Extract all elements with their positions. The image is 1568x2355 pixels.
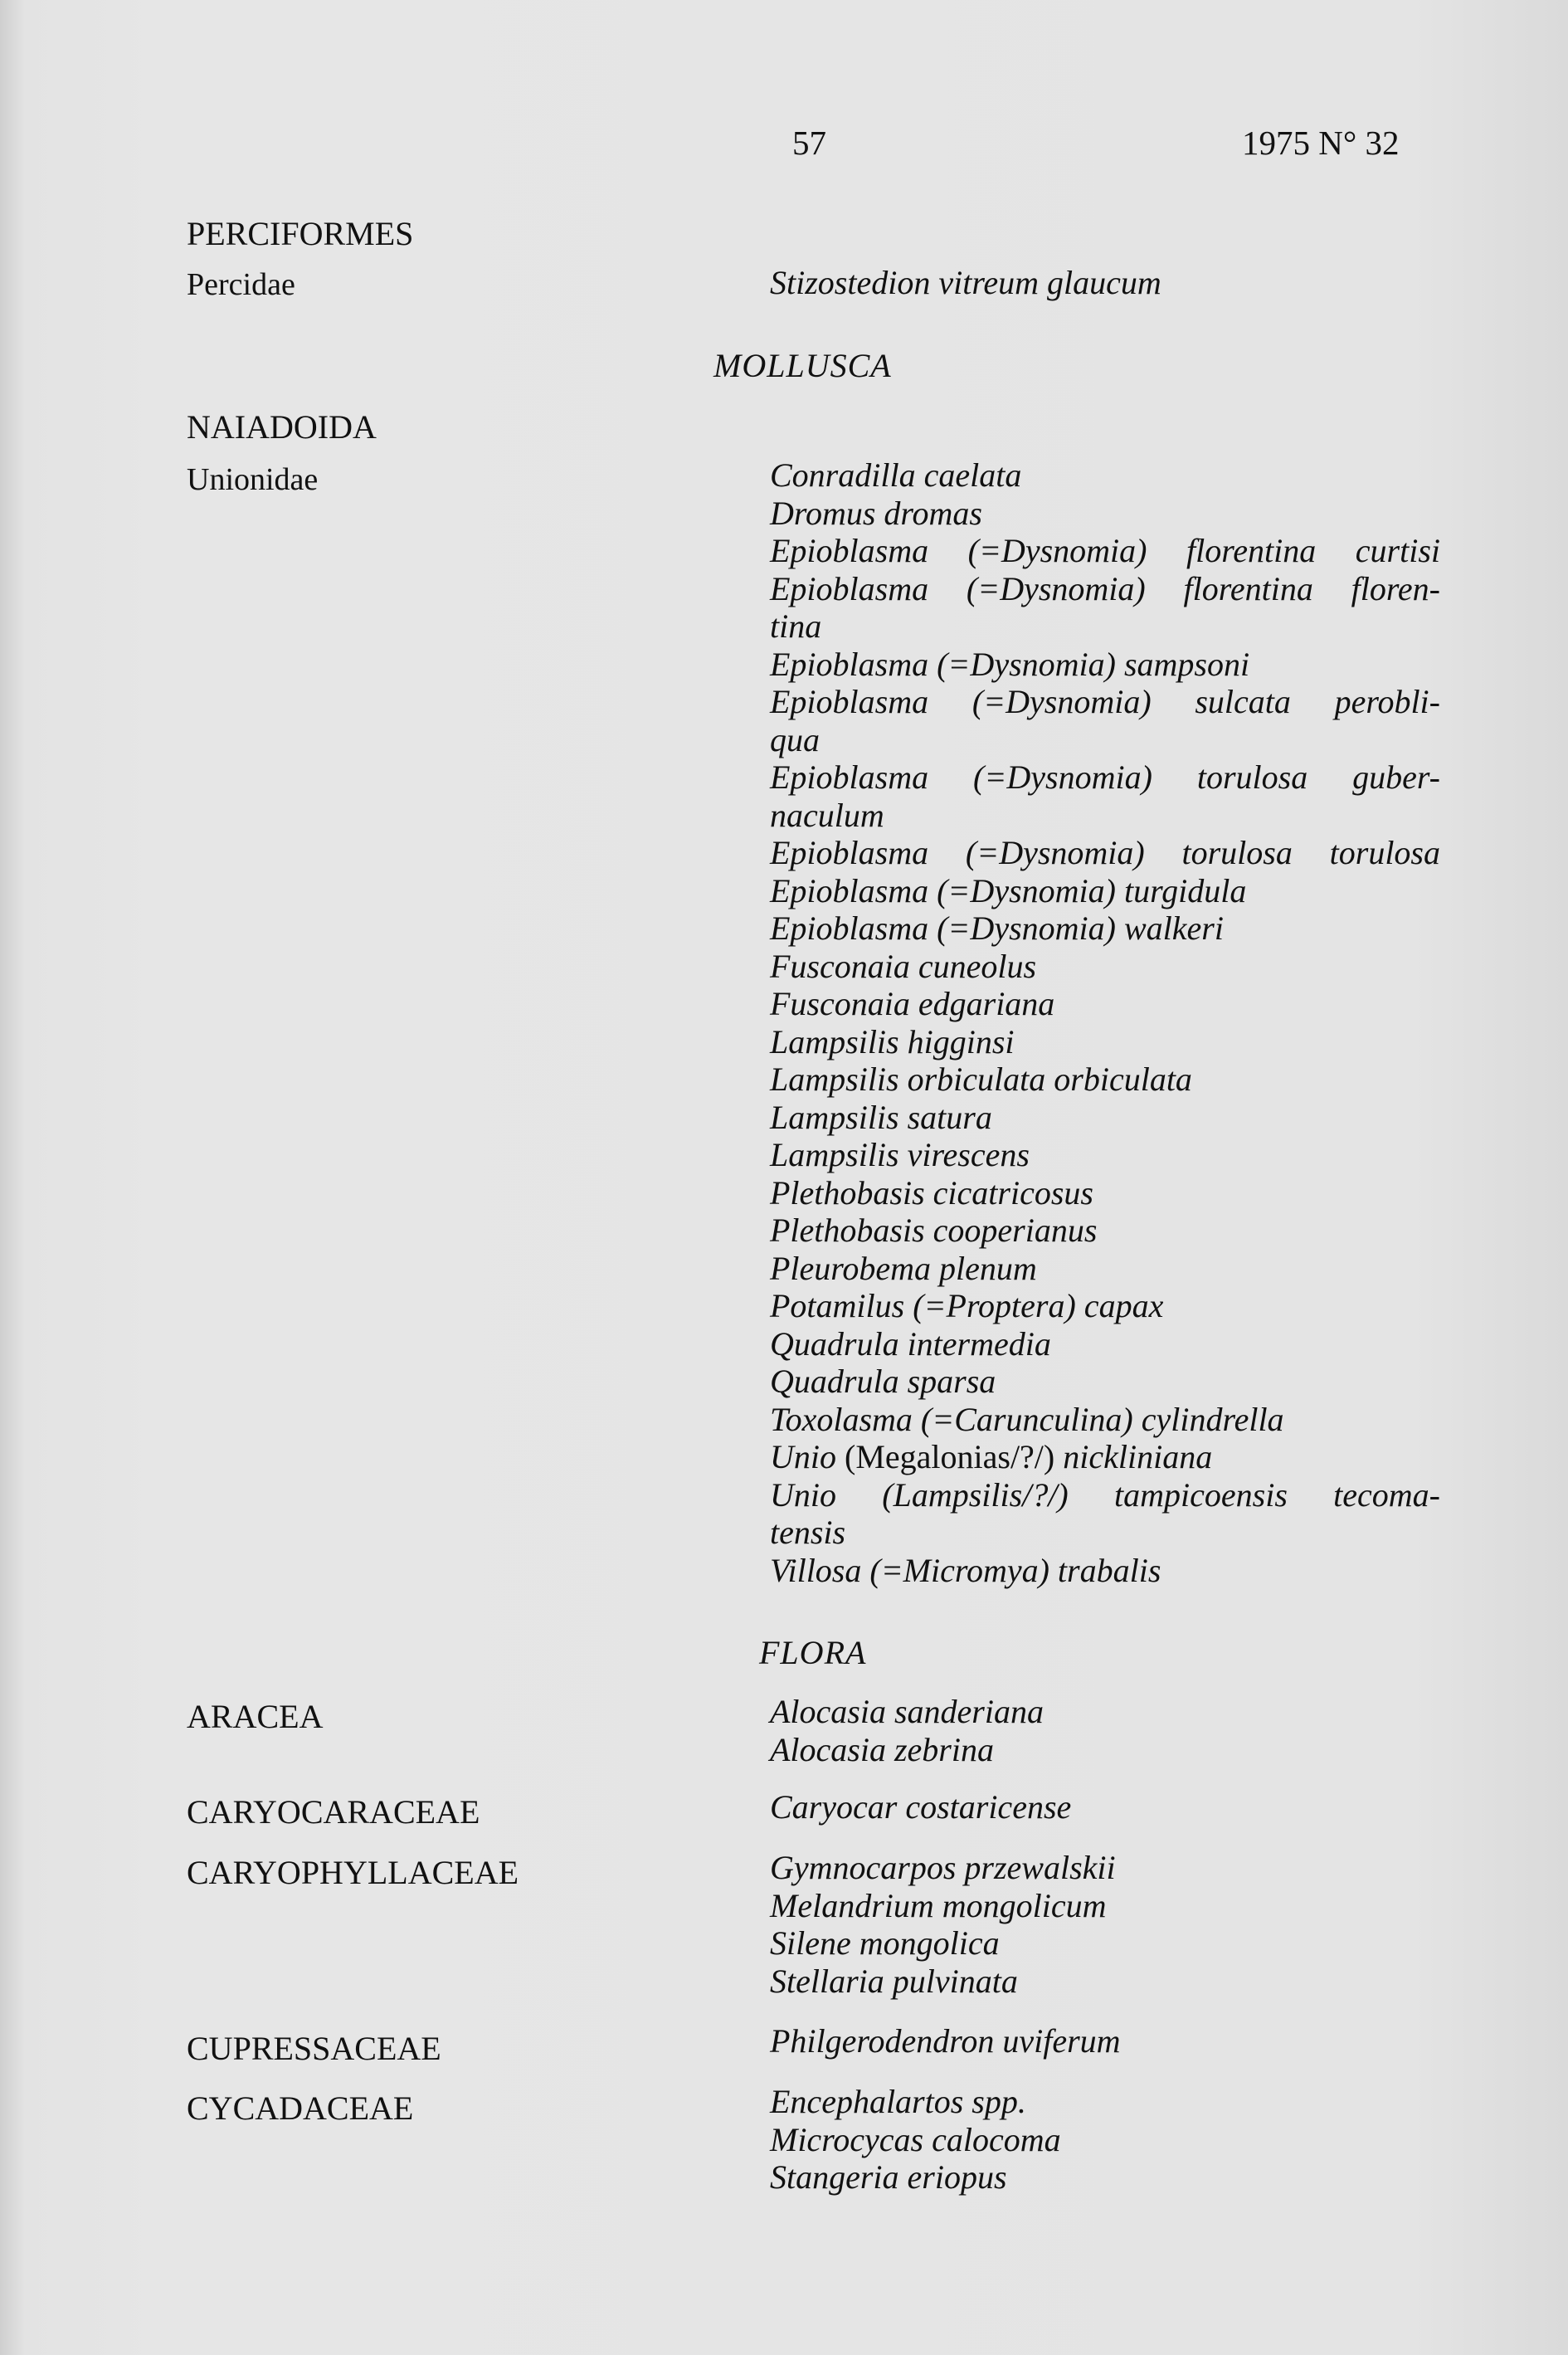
- species-name: Fusconaia edgariana: [770, 985, 1055, 1022]
- species-list-aracea: [770, 1693, 1440, 1768]
- species-name-continued: tensis: [770, 1514, 846, 1551]
- epithet: nickliniana: [1063, 1438, 1213, 1475]
- species-name: Stellaria pulvinata: [770, 1962, 1018, 2000]
- species-name: Epioblasma (=Dysnomia) torulosa torulosa: [770, 834, 1440, 871]
- species-name: Conradilla caelata: [770, 456, 1022, 494]
- species-name: Villosa (=Micromya) trabalis: [770, 1551, 1161, 1589]
- family-cupressaceae: CUPRESSACEAE: [187, 2030, 441, 2067]
- genus: Unio: [770, 1438, 836, 1475]
- species-list-caryophyllaceae: [770, 1849, 1440, 2000]
- section-heading-mollusca: MOLLUSCA: [713, 347, 892, 384]
- species-name-continued: tina: [770, 607, 822, 645]
- species-name: Lampsilis satura: [770, 1098, 992, 1136]
- species-name: Caryocar costaricense: [770, 1788, 1072, 1826]
- species-name-continued: naculum: [770, 796, 884, 834]
- species-name: Toxolasma (=Carunculina) cylindrella: [770, 1400, 1284, 1438]
- species-name: Stizostedion vitreum glaucum: [770, 264, 1161, 301]
- species-name: Potamilus (=Proptera) capax: [770, 1287, 1164, 1324]
- page-header: [0, 123, 1568, 164]
- species-name: Fusconaia cuneolus: [770, 947, 1037, 985]
- issue-number: 1975 N° 32: [1242, 124, 1400, 162]
- species-name: Epioblasma (=Dysnomia) turgidula: [770, 871, 1247, 909]
- species-name: Plethobasis cicatricosus: [770, 1173, 1093, 1212]
- section-heading-flora: FLORA: [759, 1634, 867, 1671]
- species-name: Microcycas calocoma: [770, 2120, 1061, 2158]
- species-name: Unio (Lampsilis/?/) tampicoensis tecoma-: [770, 1475, 1440, 1514]
- species-name: Epioblasma (=Dysnomia) sampsoni: [770, 645, 1250, 683]
- species-name: Epioblasma (=Dysnomia) florentina curtisi: [770, 532, 1440, 569]
- species-name-unio-megalonias: [770, 1438, 1440, 1476]
- page-number: 57: [792, 124, 826, 162]
- species-name: Stangeria eriopus: [770, 2158, 1007, 2196]
- species-name: Dromus dromas: [770, 494, 982, 532]
- species-name: Epioblasma (=Dysnomia) walkeri: [770, 909, 1224, 947]
- species-name: Alocasia sanderiana: [770, 1693, 1044, 1730]
- species-name: Quadrula sparsa: [770, 1363, 996, 1400]
- species-name-continued: qua: [770, 720, 820, 758]
- species-name: Lampsilis higginsi: [770, 1022, 1015, 1060]
- species-name: Melandrium mongolicum: [770, 1886, 1107, 1924]
- family-aracea: ARACEA: [187, 1698, 324, 1735]
- family-caryophyllaceae: CARYOPHYLLACEAE: [187, 1854, 519, 1891]
- order-perciformes: PERCIFORMES: [187, 215, 414, 252]
- order-naiadoida: NAIADOIDA: [187, 408, 377, 446]
- family-caryocaraceae: CARYOCARACEAE: [187, 1793, 480, 1831]
- species-list-cycadaceae: [770, 2083, 1440, 2197]
- species-name: Epioblasma (=Dysnomia) sulcata perobli-: [770, 683, 1440, 720]
- species-list-cupressaceae: [770, 2022, 1440, 2060]
- species-name: Pleurobema plenum: [770, 1249, 1037, 1287]
- species-name: Epioblasma (=Dysnomia) torulosa guber-: [770, 758, 1440, 796]
- species-name: Encephalartos spp.: [770, 2083, 1026, 2120]
- species-name: Quadrula intermedia: [770, 1324, 1051, 1363]
- species-name: Epioblasma (=Dysnomia) florentina floren-: [770, 569, 1440, 607]
- species-name: Silene mongolica: [770, 1924, 1000, 1962]
- subgenus: (Megalonias/?/): [845, 1438, 1055, 1475]
- species-name: Lampsilis orbiculata orbiculata: [770, 1060, 1192, 1098]
- family-percidae: Percidae: [187, 267, 295, 302]
- species-list-caryocaraceae: [770, 1788, 1440, 1826]
- species-name: Alocasia zebrina: [770, 1730, 994, 1768]
- species-name: Philgerodendron uviferum: [770, 2022, 1121, 2060]
- species-name: Lampsilis virescens: [770, 1136, 1030, 1173]
- species-name: Plethobasis cooperianus: [770, 1212, 1098, 1249]
- family-unionidae: Unionidae: [187, 462, 319, 497]
- family-cycadaceae: CYCADACEAE: [187, 2089, 414, 2127]
- species-name: Gymnocarpos przewalskii: [770, 1849, 1116, 1886]
- species-list-percidae: [770, 264, 1440, 302]
- species-list-unionidae: [770, 456, 1440, 1589]
